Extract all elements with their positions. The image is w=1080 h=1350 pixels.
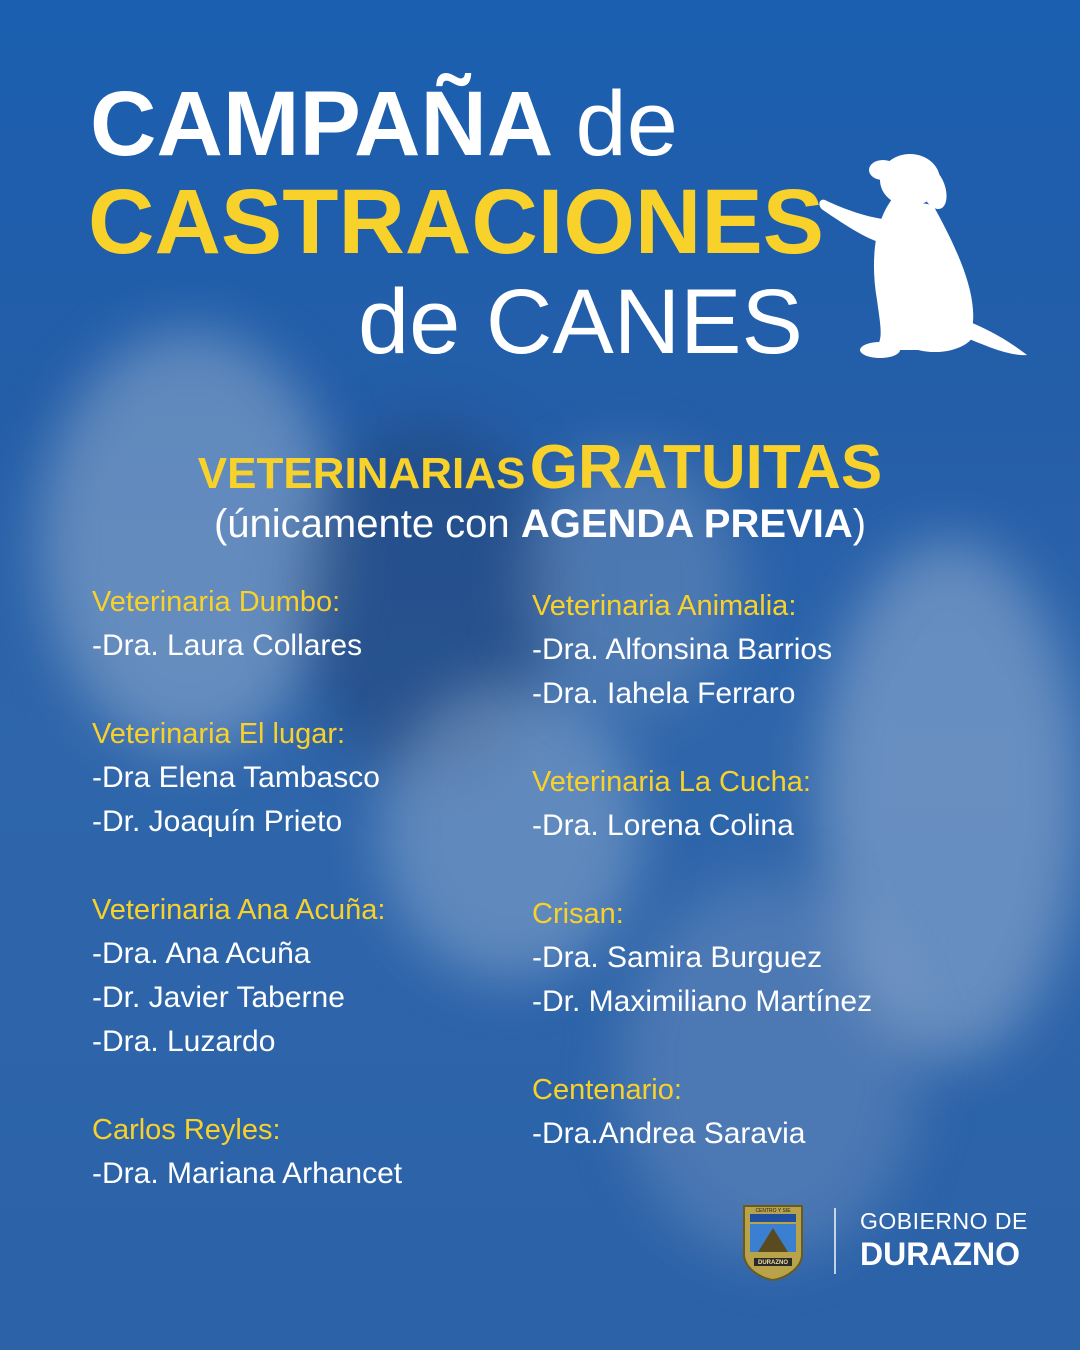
clinic-name: Veterinaria La Cucha: [532, 766, 811, 798]
clinic-block [532, 584, 972, 716]
clinic-block [532, 1068, 972, 1156]
doctor-name: -Dra Elena Tambasco [92, 761, 380, 794]
clinic-list-right [532, 584, 972, 1200]
clinic-name: Veterinaria El lugar: [92, 718, 346, 750]
clinic-block [532, 892, 972, 1024]
title-word: CAMPAÑA [90, 73, 550, 175]
crest-top-text: CENTRO Y SIE [755, 1208, 791, 1214]
note-emphasis: AGENDA PREVIA [520, 502, 853, 546]
crest-bottom-text: DURAZNO [758, 1260, 788, 1266]
doctor-name: -Dra. Mariana Arhancet [92, 1157, 403, 1190]
doctor-name: -Dr. Joaquín Prieto [92, 805, 343, 838]
clinic-name: Carlos Reyles: [92, 1114, 281, 1146]
clinic-name: Veterinaria Dumbo: [92, 586, 341, 618]
clinic-list-left [92, 580, 532, 1240]
doctor-name: -Dra. Laura Collares [92, 629, 363, 662]
doctor-name: -Dr. Maximiliano Martínez [532, 985, 873, 1018]
clinic-name: Veterinaria Animalia: [532, 590, 797, 622]
doctor-name: -Dra.Andrea Saravia [532, 1117, 806, 1150]
clinic-block [92, 888, 532, 1064]
government-logo [740, 1200, 1040, 1290]
clinic-block [92, 712, 532, 844]
title-word: de [358, 271, 461, 373]
title-word: CANES [485, 271, 803, 373]
clinic-block [532, 760, 972, 848]
dog-silhouette-icon [815, 150, 1030, 365]
note-text: (únicamente con [213, 502, 510, 546]
doctor-name: -Dra. Samira Burguez [532, 941, 823, 974]
doctor-name: -Dra. Alfonsina Barrios [532, 633, 833, 666]
title-line-2: CASTRACIONES [88, 171, 825, 273]
note-text: ) [852, 502, 867, 546]
agenda-note [0, 502, 1080, 547]
subtitle [0, 432, 1080, 503]
clinic-name: Veterinaria Ana Acuña: [92, 894, 386, 926]
clinic-name: Centenario: [532, 1074, 682, 1106]
gov-line-1: GOBIERNO DE [860, 1208, 1028, 1234]
subtitle-part: GRATUITAS [529, 433, 883, 502]
title-word: de [575, 73, 678, 175]
doctor-name: -Dra. Lorena Colina [532, 809, 794, 842]
subtitle-part: VETERINARIAS [197, 449, 526, 498]
gov-line-2: DURAZNO [860, 1236, 1020, 1272]
durazno-crest-icon [740, 1202, 806, 1282]
doctor-name: -Dr. Javier Taberne [92, 981, 345, 1014]
doctor-name: -Dra. Luzardo [92, 1025, 276, 1058]
logo-divider [834, 1208, 836, 1274]
clinic-block [92, 1108, 532, 1196]
doctor-name: -Dra. Iahela Ferraro [532, 677, 796, 710]
doctor-name: -Dra. Ana Acuña [92, 937, 311, 970]
clinic-name: Crisan: [532, 898, 624, 930]
clinic-block [92, 580, 532, 668]
